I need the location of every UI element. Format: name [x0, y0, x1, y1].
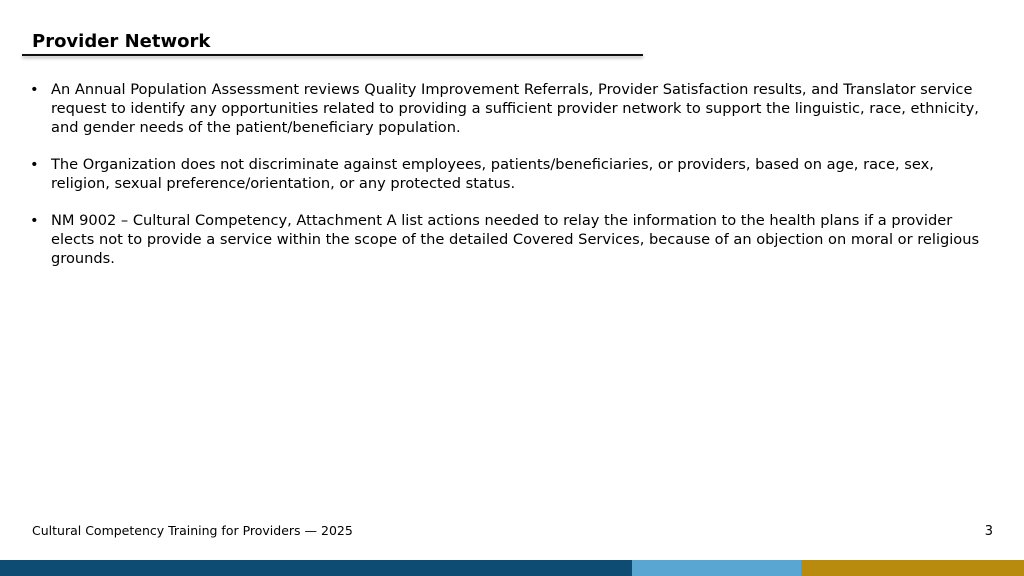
bullet-item [30, 155, 990, 193]
bullet-text: NM 9002 – Cultural Competency, Attachment A list actions needed to relay the information to the health plans if a provider elects not to provide a service within the scope of the detailed Covered Services, because of an objection on moral or religious grounds. [51, 212, 980, 267]
bullet-item [30, 211, 990, 268]
page-number: 3 [984, 524, 993, 539]
bullet-list [30, 80, 990, 286]
title-underline [22, 54, 643, 56]
slide-title: Provider Network [32, 31, 211, 52]
footer-text: Cultural Competency Training for Providers — 2025 [32, 523, 353, 538]
bullet-marker: • [30, 212, 39, 229]
bullet-text: The Organization does not discriminate against employees, patients/beneficiaries, or providers, based on age, race, sex, religion, sexual preference/orientation, or any protected status. [51, 156, 934, 192]
footer-bar-navy [0, 560, 632, 576]
bullet-text: An Annual Population Assessment reviews Quality Improvement Referrals, Provider Satisfaction results, and Translator service request to identify any opportunities related to providing a sufficient provider network to support the linguistic, race, ethnicity, and gender needs of the patient/beneficiary population. [51, 81, 979, 136]
footer-bar-light-blue [632, 560, 801, 576]
bullet-marker: • [30, 156, 39, 173]
bullet-item [30, 80, 990, 137]
footer-bar-gold [801, 560, 1024, 576]
bullet-marker: • [30, 81, 39, 98]
